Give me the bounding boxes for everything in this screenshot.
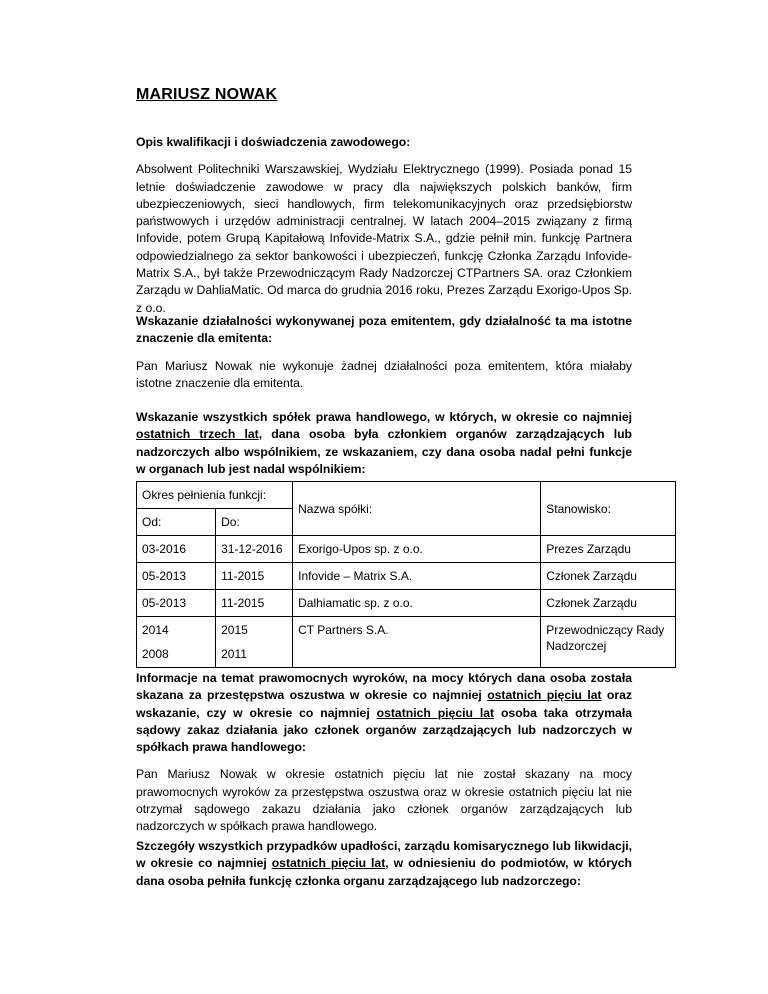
cell-to: 11-2015: [216, 563, 293, 590]
table-row: [137, 563, 676, 590]
convictions-section: [136, 670, 632, 836]
period-header: Okres pełnienia funkcji:: [137, 482, 293, 509]
cell-from: 2014 2008: [137, 617, 216, 668]
table-row: [137, 617, 676, 668]
cell-position: Członek Zarządu: [541, 590, 676, 617]
outside-activity-section: [136, 313, 632, 392]
cell-to: 2015 2011: [216, 617, 293, 668]
cell-to: 31-12-2016: [216, 536, 293, 563]
table-row: [137, 590, 676, 617]
convictions-body: Pan Mariusz Nowak w okresie ostatnich pięciu lat nie został skazany na mocy prawomocnych wyroków za przestępstwa oszustwa oraz w okresie ostatnich pięciu lat nie otrzymał sądowego zakazu działania jako członek organów zarządzających lub nadzorczych w spółkach prawa handlowego.: [136, 767, 632, 834]
from-header: Od:: [137, 509, 216, 536]
position-header: Stanowisko:: [541, 482, 676, 536]
cell-position: Prezes Zarządu: [541, 536, 676, 563]
qualifications-heading: Opis kwalifikacji i doświadczenia zawodowego:: [136, 135, 411, 149]
cell-company: Infovide – Matrix S.A.: [293, 563, 541, 590]
to-header: Do:: [216, 509, 293, 536]
companies-section: [136, 409, 632, 478]
person-name-title: MARIUSZ NOWAK: [136, 86, 278, 103]
cell-to: 11-2015: [216, 590, 293, 617]
cell-position: Przewodniczący Rady Nadzorczej: [541, 617, 676, 668]
qualifications-section: [136, 134, 632, 317]
table-row: [137, 536, 676, 563]
qualifications-body: Absolwent Politechniki Warszawskiej, Wydziału Elektrycznego (1999). Posiada ponad 15 letnie doświadczenie zawodowe w pracy dla największych polskich banków, firm ubezpieczeniowych, sieci handlowych, firm telekomunikacyjnych oraz przedsiębiorstw państwowych i urzędów administracji centralnej. W latach 2004–2015 związany z firmą Infovide, potem Grupą Kapitałową Infovide-Matrix S.A., gdzie pełnił min. funkcję Partnera odpowiedzialnego za sektor bankowości i ubezpieczeń, funkcję Członka Zarządu Infovide-Matrix S.A., był także Przewodniczącym Rady Nadzorczej CTPartners SA. oraz Członkiem Zarządu w DahliaMatic. Od marca do grudnia 2016 roku, Prezes Zarządu Exorigo-Upos Sp. z o.o.: [136, 162, 632, 315]
outside-activity-body: Pan Mariusz Nowak nie wykonuje żadnej działalności poza emitentem, która miałaby istotne znaczenie dla emitenta.: [136, 358, 632, 390]
outside-activity-heading: Wskazanie działalności wykonywanej poza emitentem, gdy działalność ta ma istotne znaczenie dla emitenta:: [136, 314, 632, 346]
companies-table: [136, 481, 676, 668]
cell-from: 03-2016: [137, 536, 216, 563]
convictions-heading: Informacje na temat prawomocnych wyroków, na mocy których dana osoba została skazana za przestępstwa oszustwa w okresie co najmniej ostatnich pięciu lat oraz wskazanie, czy w okresie co najmniej ostatnich pięciu lat osoba taka otrzymała sądowy zakaz działania jako członek organów zarządzających lub nadzorczych w spółkach prawa handlowego:: [136, 671, 632, 755]
cell-from: 05-2013: [137, 563, 216, 590]
bankruptcy-heading: Szczegóły wszystkich przypadków upadłości, zarządu komisarycznego lub likwidacji, w okresie co najmniej ostatnich pięciu lat, w odniesieniu do podmiotów, w których dana osoba pełniła funkcję członka organu zarządzającego lub nadzorczego:: [136, 839, 632, 888]
cell-company: CT Partners S.A.: [293, 617, 541, 668]
cell-company: Exorigo-Upos sp. z o.o.: [293, 536, 541, 563]
cell-position: Członek Zarządu: [541, 563, 676, 590]
cell-from: 05-2013: [137, 590, 216, 617]
company-header: Nazwa spółki:: [293, 482, 541, 536]
table-header-row: [137, 482, 676, 509]
cell-company: Dalhiamatic sp. z o.o.: [293, 590, 541, 617]
bankruptcy-section: [136, 838, 632, 890]
companies-heading: Wskazanie wszystkich spółek prawa handlowego, w których, w okresie co najmniej ostatnich trzech lat, dana osoba była członkiem organów zarządzających lub nadzorczych albo wspólnikiem, ze wskazaniem, czy dana osoba nadal pełni funkcje w organach lub jest nadal wspólnikiem:: [136, 410, 633, 476]
